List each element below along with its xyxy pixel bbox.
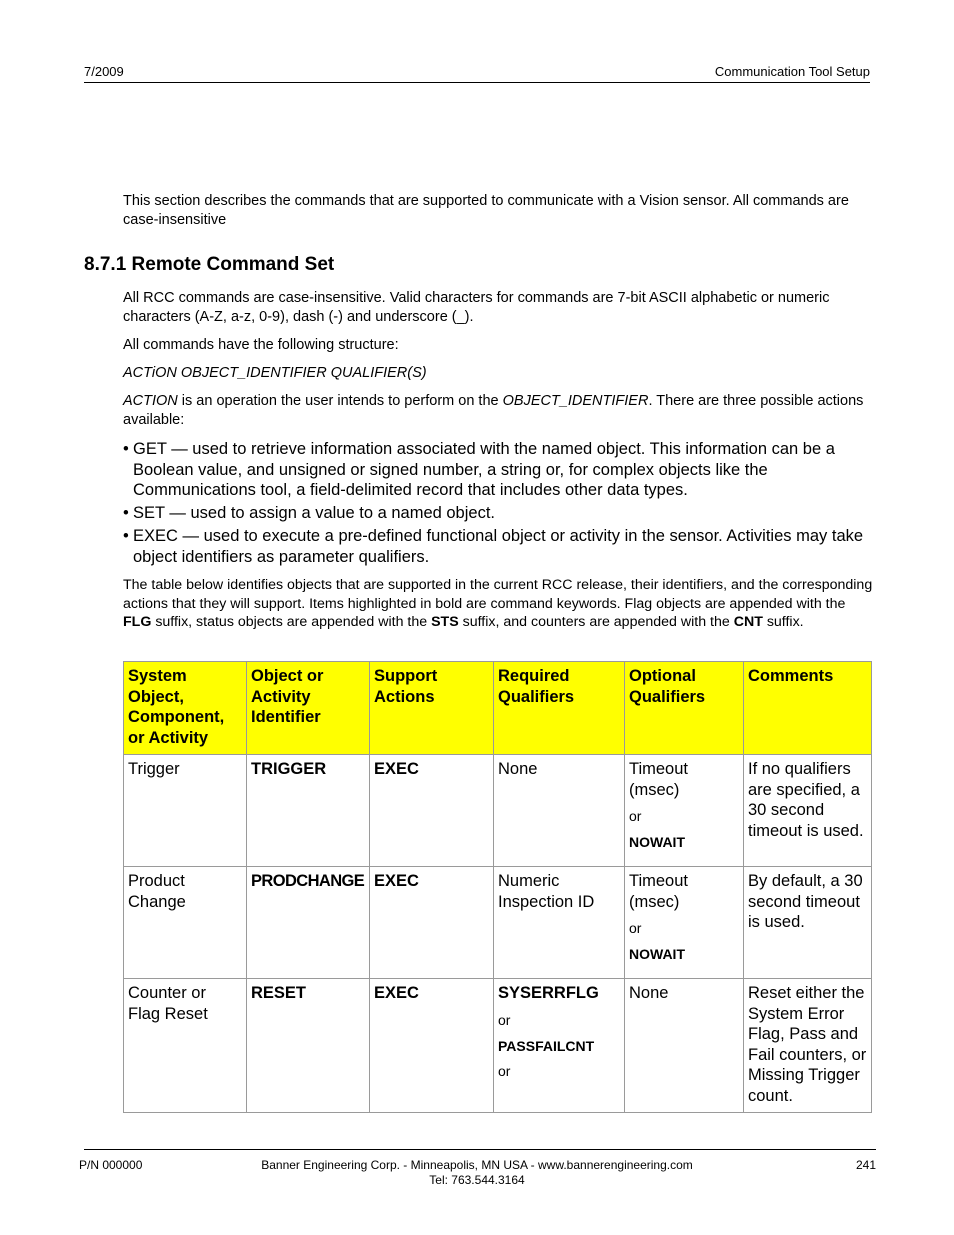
cell-optional: Timeout (msec) or NOWAIT (625, 755, 744, 867)
cell-optional: None (625, 979, 744, 1113)
command-table (123, 661, 872, 1113)
cell-object: Trigger (124, 755, 247, 867)
col-header-comments: Comments (744, 662, 872, 755)
col-header-identifier: Object or Activity Identifier (247, 662, 370, 755)
footer-rule (84, 1149, 876, 1150)
action-text-b: . There are three possible actions available: (123, 393, 864, 428)
action-list (123, 439, 873, 570)
table-row (124, 867, 872, 979)
footer-company-line: Banner Engineering Corp. - Minneapolis, MN USA - www.bannerengineering.com (261, 1158, 693, 1172)
cell-required: SYSERRFLG or PASSFAILCNT or (494, 979, 625, 1113)
footer-part-number: P/N 000000 (79, 1158, 143, 1172)
cell-object: Product Change (124, 867, 247, 979)
col-header-optional: Optional Qualifiers (625, 662, 744, 755)
cell-comments: Reset either the System Error Flag, Pass and Fail counters, or Missing Trigger count. (744, 979, 872, 1113)
cell-action: EXEC (370, 979, 494, 1113)
header-section-title: Communication Tool Setup (714, 64, 870, 79)
list-item: • SET — used to assign a value to a named object. (123, 504, 495, 522)
cell-comments: If no qualifiers are specified, a 30 second timeout is used. (744, 755, 872, 867)
cell-comments: By default, a 30 second timeout is used. (744, 867, 872, 979)
list-item: • EXEC — used to execute a pre-defined functional object or activity in the sensor. Activities may take object identifiers as parameter qualifiers. (123, 527, 864, 566)
action-paragraph (123, 392, 873, 430)
list-item: • GET — used to retrieve information associated with the named object. This information can be a Boolean value, and unsigned or signed number, a string or, for complex objects like the Communications tool, a field-delimited record that includes other data types. (123, 440, 835, 499)
col-header-actions: Support Actions (370, 662, 494, 755)
table-row (124, 979, 872, 1113)
command-structure: ACTiON OBJECT_IDENTIFIER QUALIFIER(S) (123, 365, 427, 381)
cell-action: EXEC (370, 867, 494, 979)
footer-page-number: 241 (855, 1158, 876, 1172)
cell-required: None (494, 755, 625, 867)
structure-intro: All commands have the following structure: (123, 337, 399, 353)
section-heading: 8.7.1 Remote Command Set (84, 254, 335, 275)
header-rule (84, 82, 870, 83)
col-header-object: System Object, Component, or Activity (124, 662, 247, 755)
cell-required: Numeric Inspection ID (494, 867, 625, 979)
bullet-icon: • (123, 527, 129, 545)
sts-keyword: STS (431, 614, 459, 630)
action-term: ACTION (123, 393, 178, 409)
rcc-paragraph: All RCC commands are case-insensitive. Valid characters for commands are 7-bit ASCII alphabetic or numeric characters (A-Z, a-z, 0-9), dash (-) and underscore (_). (123, 290, 830, 325)
col-header-required: Required Qualifiers (494, 662, 625, 755)
table-header-row (124, 662, 872, 755)
cell-action: EXEC (370, 755, 494, 867)
object-identifier-term: OBJECT_IDENTIFIER (502, 393, 649, 409)
cell-optional: Timeout (msec) or NOWAIT (625, 867, 744, 979)
cell-identifier: PRODCHANGE (247, 867, 370, 979)
intro-paragraph: This section describes the commands that are supported to communicate with a Vision sensor. All commands are case-insensitive (123, 193, 849, 228)
cell-identifier: RESET (247, 979, 370, 1113)
cell-identifier: TRIGGER (247, 755, 370, 867)
header-date: 7/2009 (84, 64, 124, 79)
cnt-keyword: CNT (733, 614, 763, 630)
table-row (124, 755, 872, 867)
footer-tel: Tel: 763.544.3164 (429, 1173, 525, 1187)
footer-company (0, 1158, 954, 1188)
bullet-icon: • (123, 504, 129, 522)
action-text-a: is an operation the user intends to perform on the (177, 393, 503, 409)
table-intro-paragraph: The table below identifies objects that are supported in the current RCC release, their identifiers, and the corresponding actions that they will support. Items highlighted in bold are command keywords. Flag objects are appended with the FLG suffix, status objects are appended with the STS suffix, and counters are appended with the CNT suffix. (123, 577, 873, 630)
cell-object: Counter or Flag Reset (124, 979, 247, 1113)
flg-keyword: FLG (123, 614, 152, 630)
bullet-icon: • (123, 440, 129, 458)
